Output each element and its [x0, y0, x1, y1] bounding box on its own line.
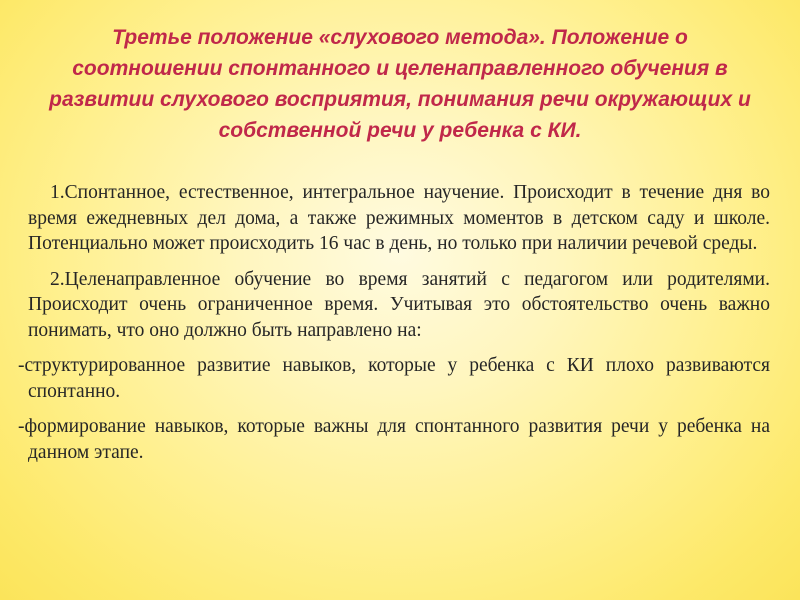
slide-title: Третье положение «слухового метода». Положение о соотношении спонтанного и целенаправленного обучения в развитии слухового восприятия, понимания речи окружающих и собственной речи у ребенка с КИ. [49, 26, 751, 142]
bullet-structured-skills: -структурированное развитие навыков, которые у ребенка с КИ плохо развиваются спонтанно. [18, 355, 770, 402]
paragraph-targeted-learning: 2.Целенаправленное обучение во время занятий с педагогом или родителями. Происходит очень ограниченное время. Учитывая это обстоятельство очень важно понимать, что оно должно быть направлено на: [28, 268, 770, 341]
paragraph-spontaneous-learning: 1.Спонтанное, естественное, интегральное научение. Происходит в течение дня во время ежедневных дел дома, а также режимных моментов в детском саду и школе. Потенциально может происходить 16 час в день, но только при наличии речевой среды. [28, 182, 770, 254]
bullet-skill-formation: -формирование навыков, которые важны для спонтанного развития речи у ребенка на данном этапе. [18, 416, 770, 463]
slide-body [18, 180, 770, 475]
